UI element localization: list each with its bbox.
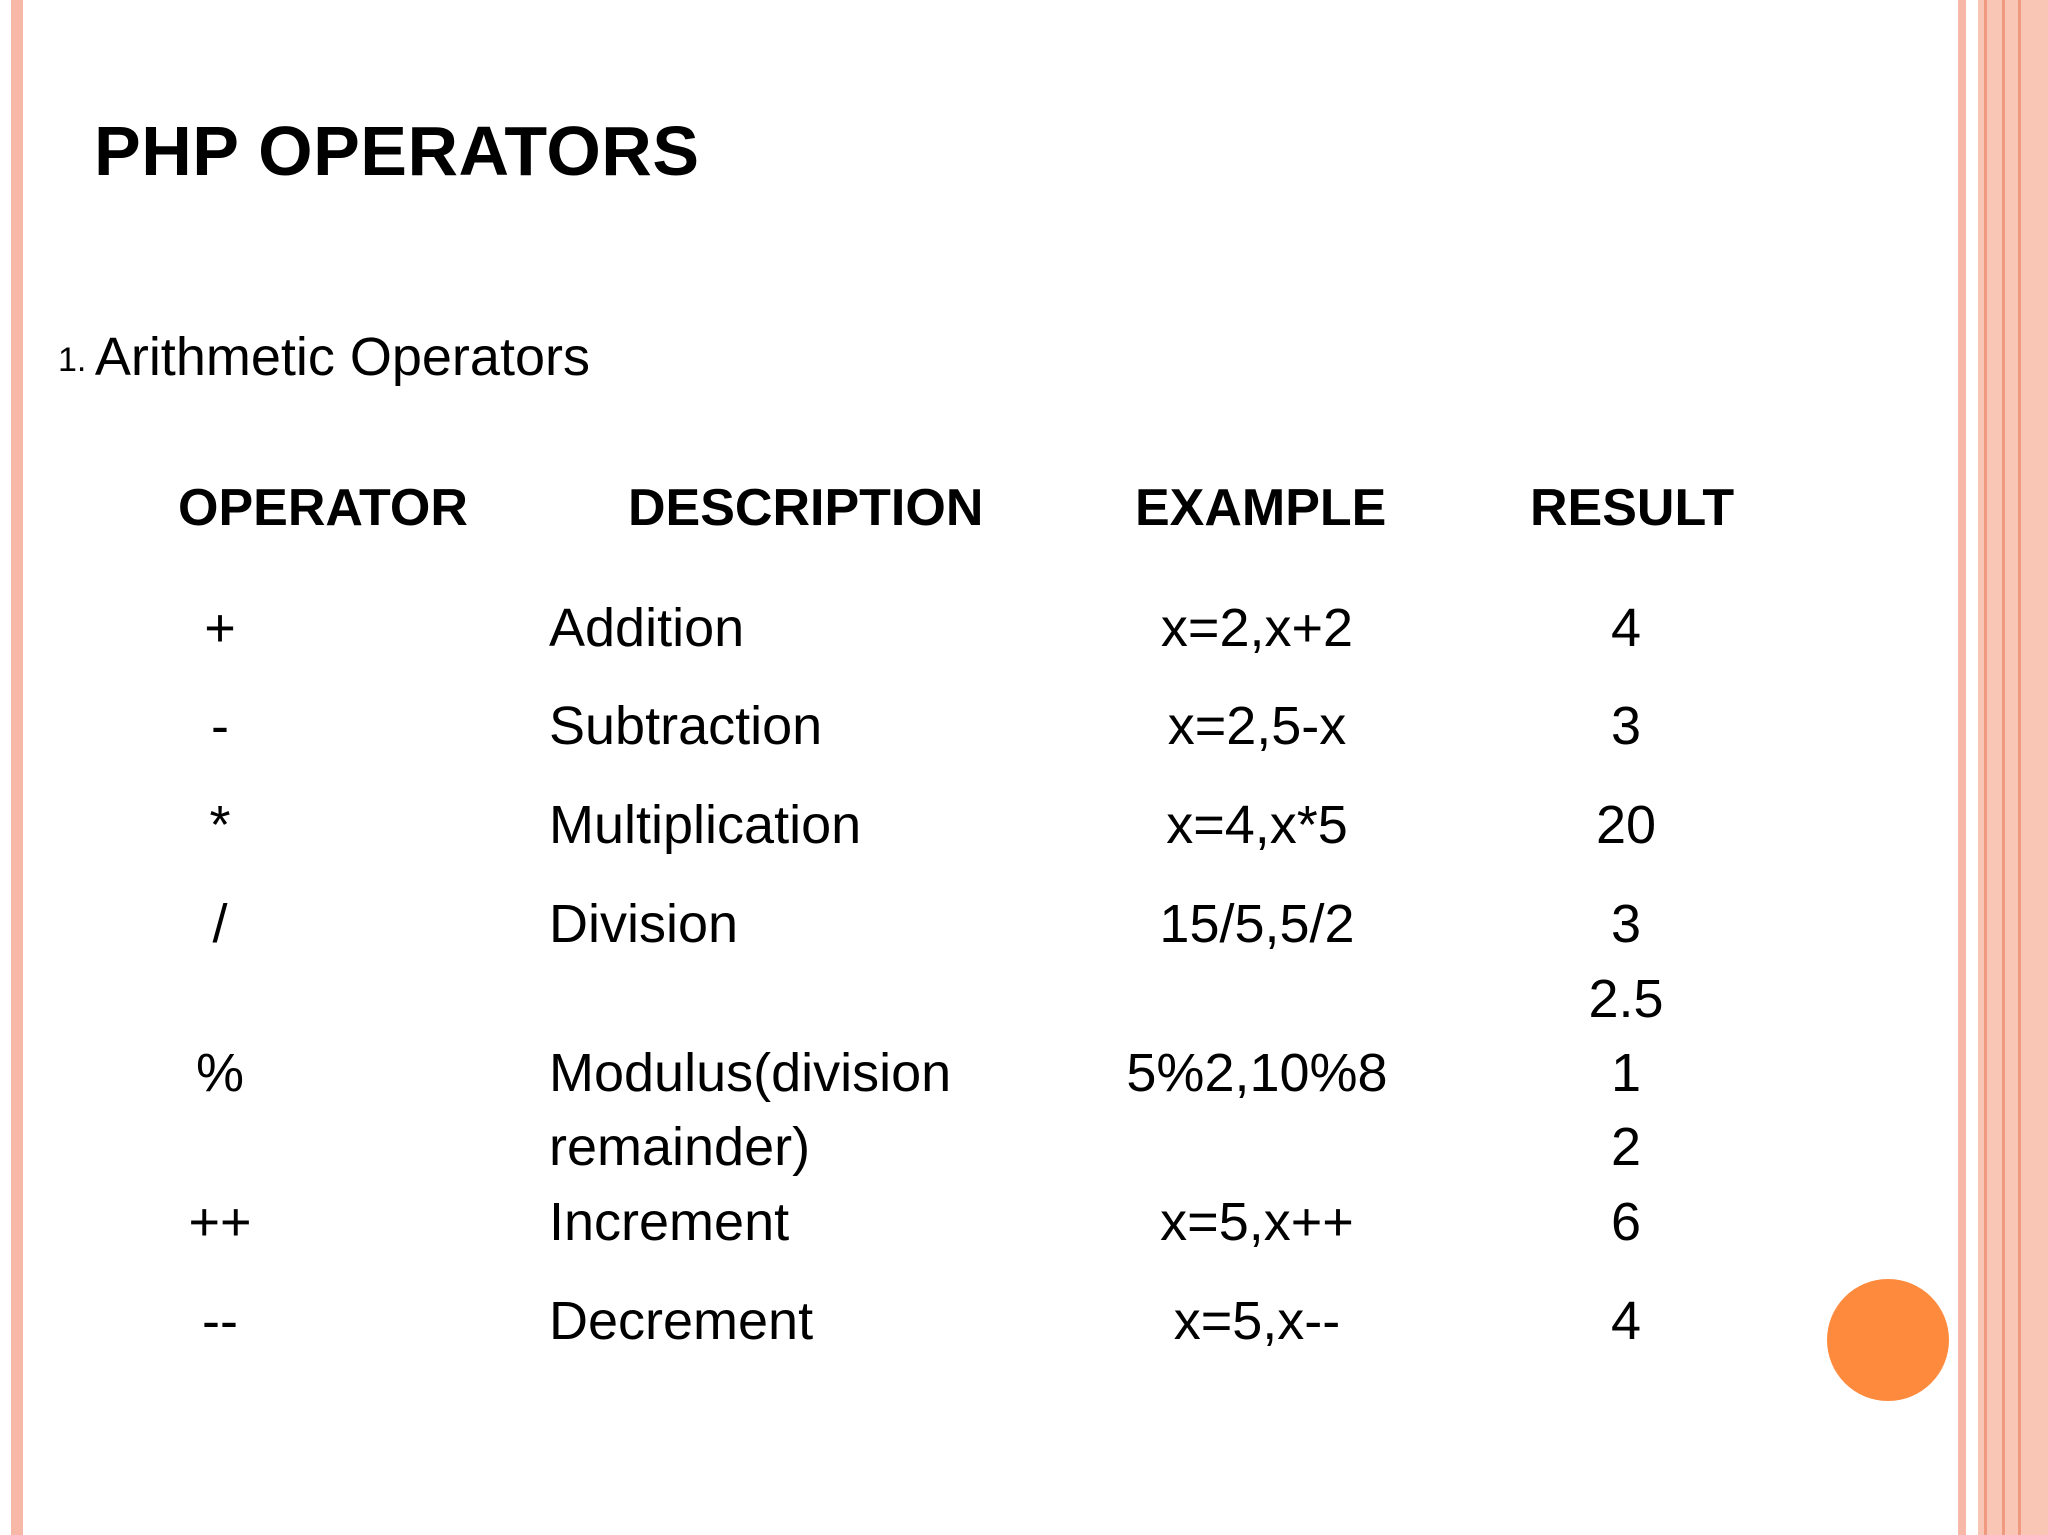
header-operator: OPERATOR bbox=[178, 479, 468, 537]
section-heading bbox=[58, 327, 590, 387]
left-border-bar bbox=[11, 0, 23, 1535]
right-border-bar bbox=[1958, 0, 1966, 1535]
example-cell: x=5,x-- bbox=[1173, 1291, 1341, 1351]
description-cell: Decrement bbox=[549, 1291, 814, 1351]
header-result: RESULT bbox=[1530, 479, 1735, 537]
result-cell: 3 bbox=[1610, 696, 1642, 756]
result-cell: 3 bbox=[1610, 894, 1642, 954]
description-cell: Subtraction bbox=[549, 696, 823, 756]
operator-cell: * bbox=[209, 795, 231, 855]
description-cell: Addition bbox=[549, 598, 745, 658]
result-cell-line2: 2.5 bbox=[1588, 969, 1664, 1029]
example-cell: 15/5,5/2 bbox=[1159, 894, 1355, 954]
description-cell-line2: remainder) bbox=[549, 1117, 811, 1177]
result-cell: 20 bbox=[1595, 795, 1657, 855]
example-cell: x=2,x+2 bbox=[1160, 598, 1354, 658]
section-number: 1. bbox=[58, 341, 87, 379]
example-cell: x=2,5-x bbox=[1167, 696, 1347, 756]
description-cell: Increment bbox=[549, 1192, 790, 1252]
section-title: Arithmetic Operators bbox=[94, 327, 590, 387]
operator-cell: ++ bbox=[188, 1192, 252, 1252]
right-border-stripe bbox=[2002, 0, 2005, 1535]
operator-cell: % bbox=[195, 1043, 244, 1103]
operator-cell: + bbox=[204, 598, 236, 658]
example-cell: x=5,x++ bbox=[1160, 1192, 1354, 1252]
description-cell: Division bbox=[549, 894, 739, 954]
operator-cell: - bbox=[211, 696, 229, 756]
result-cell: 1 bbox=[1610, 1043, 1642, 1103]
description-cell: Modulus(division bbox=[549, 1043, 952, 1103]
right-border-panel bbox=[1978, 0, 2048, 1535]
result-cell: 4 bbox=[1610, 1291, 1642, 1351]
operator-cell: / bbox=[212, 894, 228, 954]
result-cell-line2: 2 bbox=[1610, 1117, 1642, 1177]
slide-title: PHP OPERATORS bbox=[94, 112, 700, 190]
right-border-stripe bbox=[2018, 0, 2021, 1535]
header-example: EXAMPLE bbox=[1135, 479, 1387, 537]
header-description: DESCRIPTION bbox=[628, 479, 984, 537]
example-cell: 5%2,10%8 bbox=[1126, 1043, 1388, 1103]
orange-circle-decoration bbox=[1827, 1279, 1949, 1401]
operator-cell: -- bbox=[202, 1291, 238, 1351]
result-cell: 6 bbox=[1610, 1192, 1642, 1252]
example-cell: x=4,x*5 bbox=[1166, 795, 1348, 855]
result-cell: 4 bbox=[1610, 598, 1642, 658]
description-cell: Multiplication bbox=[549, 795, 862, 855]
right-border-stripe bbox=[1984, 0, 1987, 1535]
